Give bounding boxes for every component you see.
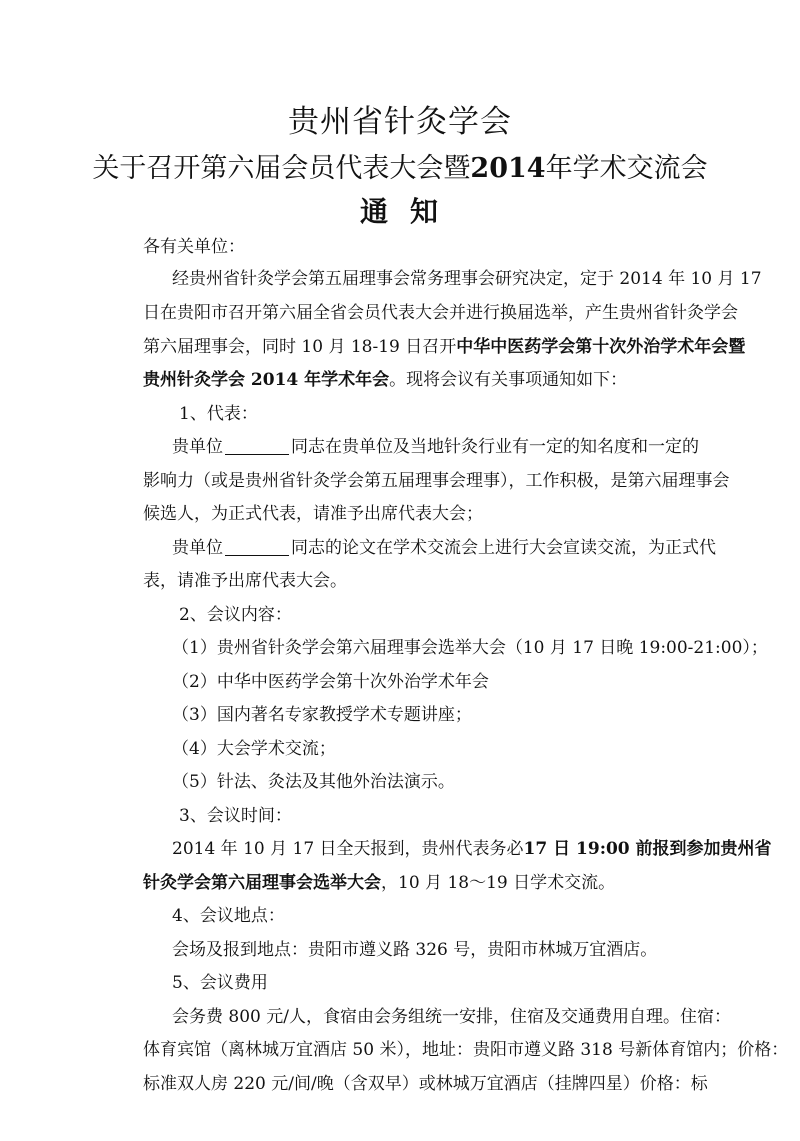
- salutation: 各有关单位：: [143, 237, 245, 257]
- time-2-normal: ，10 月 18～19 日学术交流。: [381, 873, 616, 893]
- intro-line-1: 经贵州省针灸学会第五届理事会常务理事会研究决定，定于 2014 年 10 月 17: [172, 269, 762, 289]
- subtitle-pre: 关于召开第六届会员代表大会暨: [92, 153, 471, 184]
- subtitle-year: 2014: [470, 153, 546, 184]
- intro-line-3: [143, 332, 745, 357]
- section-content: 2、会议内容：: [179, 605, 292, 625]
- rep2-prefix: 贵单位: [172, 538, 223, 558]
- rep2-text: 同志的论文在学术交流会上进行大会宣读交流，为正式代: [291, 538, 716, 558]
- rep1-line-3: 候选人，为正式代表，请准予出席代表大会；: [143, 504, 483, 524]
- intro-4-bold: 贵州针灸学会 2014 年学术年会: [143, 370, 390, 390]
- time-1-normal: 2014 年 10 月 17 日全天报到，贵州代表务必: [172, 839, 524, 859]
- rep2-line-1: [172, 533, 716, 558]
- content-item-3: （3）国内著名专家教授学术专题讲座；: [172, 705, 472, 725]
- notice-heading: 通知: [359, 195, 460, 228]
- rep1-prefix: 贵单位: [172, 437, 223, 457]
- rep1-line-2: 影响力（或是贵州省针灸学会第五届理事会理事），工作积极，是第六届理事会: [143, 471, 730, 491]
- intro-line-4: [143, 365, 627, 390]
- subtitle-post: 年学术交流会: [545, 153, 708, 184]
- intro-3-normal: 第六届理事会，同时 10 月 18-19 日召开: [143, 337, 457, 357]
- content-item-5: （5）针法、灸法及其他外治法演示。: [172, 772, 455, 792]
- fee-line-1: 会务费 800 元/人，食宿由会务组统一安排，住宿及交通费用自理。住宿：: [172, 1007, 731, 1027]
- fee-line-2: 体育宾馆（离林城万宜酒店 50 米），地址：贵阳市遵义路 318 号新体育馆内；价格：: [143, 1040, 789, 1060]
- section-venue: 4、会议地点：: [172, 906, 285, 926]
- fee-line-3: 标准双人房 220 元/间/晚（含双早）或林城万宜酒店（挂牌四星）价格：标: [143, 1074, 708, 1094]
- section-time: 3、会议时间：: [179, 806, 292, 826]
- content-item-4: （4）大会学术交流；: [172, 739, 336, 759]
- time-1-bold: 17 日 19:00 前报到参加贵州省: [523, 839, 772, 859]
- rep1-text: 同志在贵单位及当地针灸行业有一定的知名度和一定的: [291, 437, 699, 457]
- section-fees: 5、会议费用: [172, 973, 268, 993]
- time-2-bold: 针灸学会第六届理事会选举大会: [143, 873, 381, 893]
- venue-line: 会场及报到地点：贵阳市遵义路 326 号，贵阳市林城万宜酒店。: [172, 940, 658, 960]
- name-blank: [225, 437, 289, 455]
- content-item-2: （2）中华中医药学会第十次外治学术年会: [172, 672, 489, 692]
- intro-line-2: 日在贵阳市召开第六届全省会员代表大会并进行换届选举，产生贵州省针灸学会: [143, 303, 738, 323]
- time-line-1: [172, 834, 772, 859]
- org-title: 贵州省针灸学会: [288, 104, 512, 140]
- rep2-line-2: 表，请准予出席代表大会。: [143, 571, 347, 591]
- section-representatives: 1、代表：: [179, 404, 258, 424]
- intro-3-bold: 中华中医药学会第十次外治学术年会暨: [456, 337, 746, 357]
- time-line-2: [143, 868, 615, 893]
- notice-subtitle: [0, 146, 800, 185]
- intro-4-normal: 。现将会议有关事项通知如下：: [389, 370, 628, 390]
- content-item-1: （1）贵州省针灸学会第六届理事会选举大会（10 月 17 日晚 19:00-21:00）；: [172, 638, 768, 658]
- name-blank: [225, 538, 289, 556]
- rep1-line-1: [172, 432, 699, 457]
